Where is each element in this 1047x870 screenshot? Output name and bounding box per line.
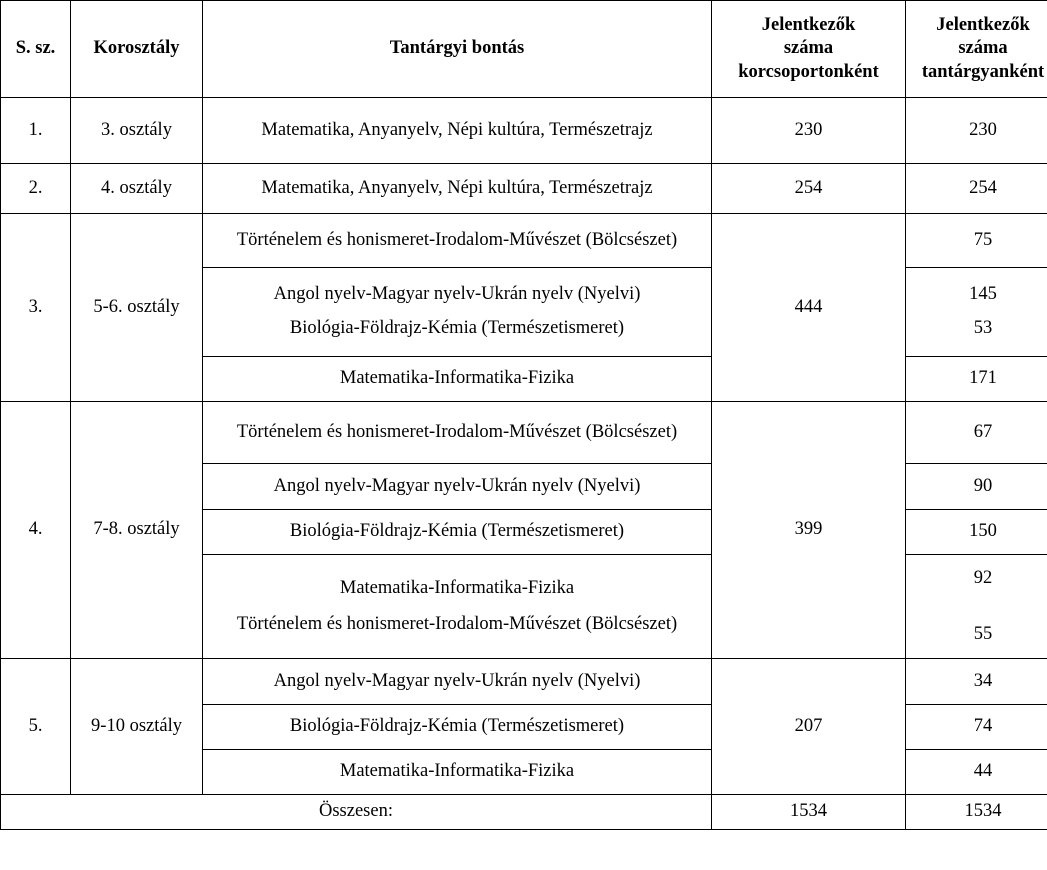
row-subject-merged	[203, 555, 712, 659]
row-index: 3.	[1, 214, 71, 402]
table-row	[1, 214, 1047, 268]
row-subject: Matematika, Anyanyelv, Népi kultúra, Természetrajz	[203, 164, 712, 214]
row-count-per-subject: 145	[969, 284, 997, 305]
row-count-per-age-group: 444	[712, 214, 906, 402]
column-header-age-group: Korosztály	[71, 1, 203, 98]
row-count-per-subject-merged	[906, 268, 1047, 357]
table-row	[1, 98, 1047, 164]
row-count-per-age-group: 207	[712, 659, 906, 795]
row-count-per-subject-merged	[906, 555, 1047, 659]
row-age-group: 7-8. osztály	[71, 402, 203, 659]
row-index: 4.	[1, 402, 71, 659]
total-count-per-subject: 1534	[906, 795, 1047, 830]
row-count-per-subject: 67	[906, 402, 1047, 464]
row-count-per-subject: 230	[906, 98, 1047, 164]
row-age-group: 4. osztály	[71, 164, 203, 214]
row-count-per-age-group: 254	[712, 164, 906, 214]
row-count-per-age-group: 399	[712, 402, 906, 659]
row-subject: Matematika-Informatika-Fizika	[339, 577, 575, 598]
total-count-per-age-group: 1534	[712, 795, 906, 830]
column-header-count-per-subject-line1: Jelentkezők	[936, 15, 1030, 36]
row-subject: Történelem és honismeret-Irodalom-Művészet (Bölcsészet)	[203, 402, 712, 464]
total-label: Összesen:	[1, 795, 712, 830]
column-header-subject-breakdown: Tantárgyi bontás	[203, 1, 712, 98]
row-subject: Angol nyelv-Magyar nyelv-Ukrán nyelv (Nyelvi)	[203, 659, 712, 705]
row-age-group: 9-10 osztály	[71, 659, 203, 795]
row-age-group: 5-6. osztály	[71, 214, 203, 402]
row-subject: Matematika-Informatika-Fizika	[203, 357, 712, 402]
row-count-per-subject: 53	[973, 318, 993, 338]
column-header-count-per-age-group-line1: Jelentkezők	[761, 15, 856, 36]
row-index: 1.	[1, 98, 71, 164]
row-count-per-subject: 254	[906, 164, 1047, 214]
column-header-count-per-age-group-line2: száma	[783, 38, 834, 59]
row-index: 2.	[1, 164, 71, 214]
row-count-per-subject: 75	[906, 214, 1047, 268]
row-subject: Angol nyelv-Magyar nyelv-Ukrán nyelv (Nyelvi)	[273, 284, 641, 305]
row-count-per-subject: 92	[973, 567, 993, 588]
row-subject: Biológia-Földrajz-Kémia (Természetismeret)	[289, 318, 625, 338]
row-subject: Matematika, Anyanyelv, Népi kultúra, Természetrajz	[203, 98, 712, 164]
table-row	[1, 164, 1047, 214]
column-header-count-per-age-group	[712, 1, 906, 98]
row-count-per-subject: 171	[906, 357, 1047, 402]
column-header-count-per-age-group-line3: korcsoportonként	[738, 61, 879, 82]
row-subject: Matematika-Informatika-Fizika	[203, 750, 712, 795]
row-count-per-subject: 74	[906, 705, 1047, 750]
row-count-per-age-group: 230	[712, 98, 906, 164]
row-subject: Biológia-Földrajz-Kémia (Természetismeret)	[203, 510, 712, 555]
table-body	[1, 98, 1047, 830]
column-header-count-per-subject-line3: tantárgyanként	[921, 61, 1045, 82]
row-subject-merged	[203, 268, 712, 357]
row-count-per-subject: 44	[906, 750, 1047, 795]
table-header	[1, 1, 1047, 98]
row-subject: Történelem és honismeret-Irodalom-Művészet (Bölcsészet)	[203, 214, 712, 268]
table-total-row	[1, 795, 1047, 830]
column-header-count-per-subject	[906, 1, 1047, 98]
row-count-per-subject: 90	[906, 464, 1047, 510]
column-header-index: S. sz.	[1, 1, 71, 98]
row-index: 5.	[1, 659, 71, 795]
row-subject: Történelem és honismeret-Irodalom-Művészet (Bölcsészet)	[236, 613, 678, 634]
row-subject: Biológia-Földrajz-Kémia (Természetismeret)	[203, 705, 712, 750]
column-header-count-per-subject-line2: száma	[958, 38, 1008, 59]
row-subject: Angol nyelv-Magyar nyelv-Ukrán nyelv (Nyelvi)	[203, 464, 712, 510]
row-age-group: 3. osztály	[71, 98, 203, 164]
row-count-per-subject: 55	[973, 623, 993, 644]
table-row	[1, 659, 1047, 705]
row-count-per-subject: 150	[906, 510, 1047, 555]
table-row	[1, 402, 1047, 464]
table-header-row	[1, 1, 1047, 98]
row-count-per-subject: 34	[906, 659, 1047, 705]
